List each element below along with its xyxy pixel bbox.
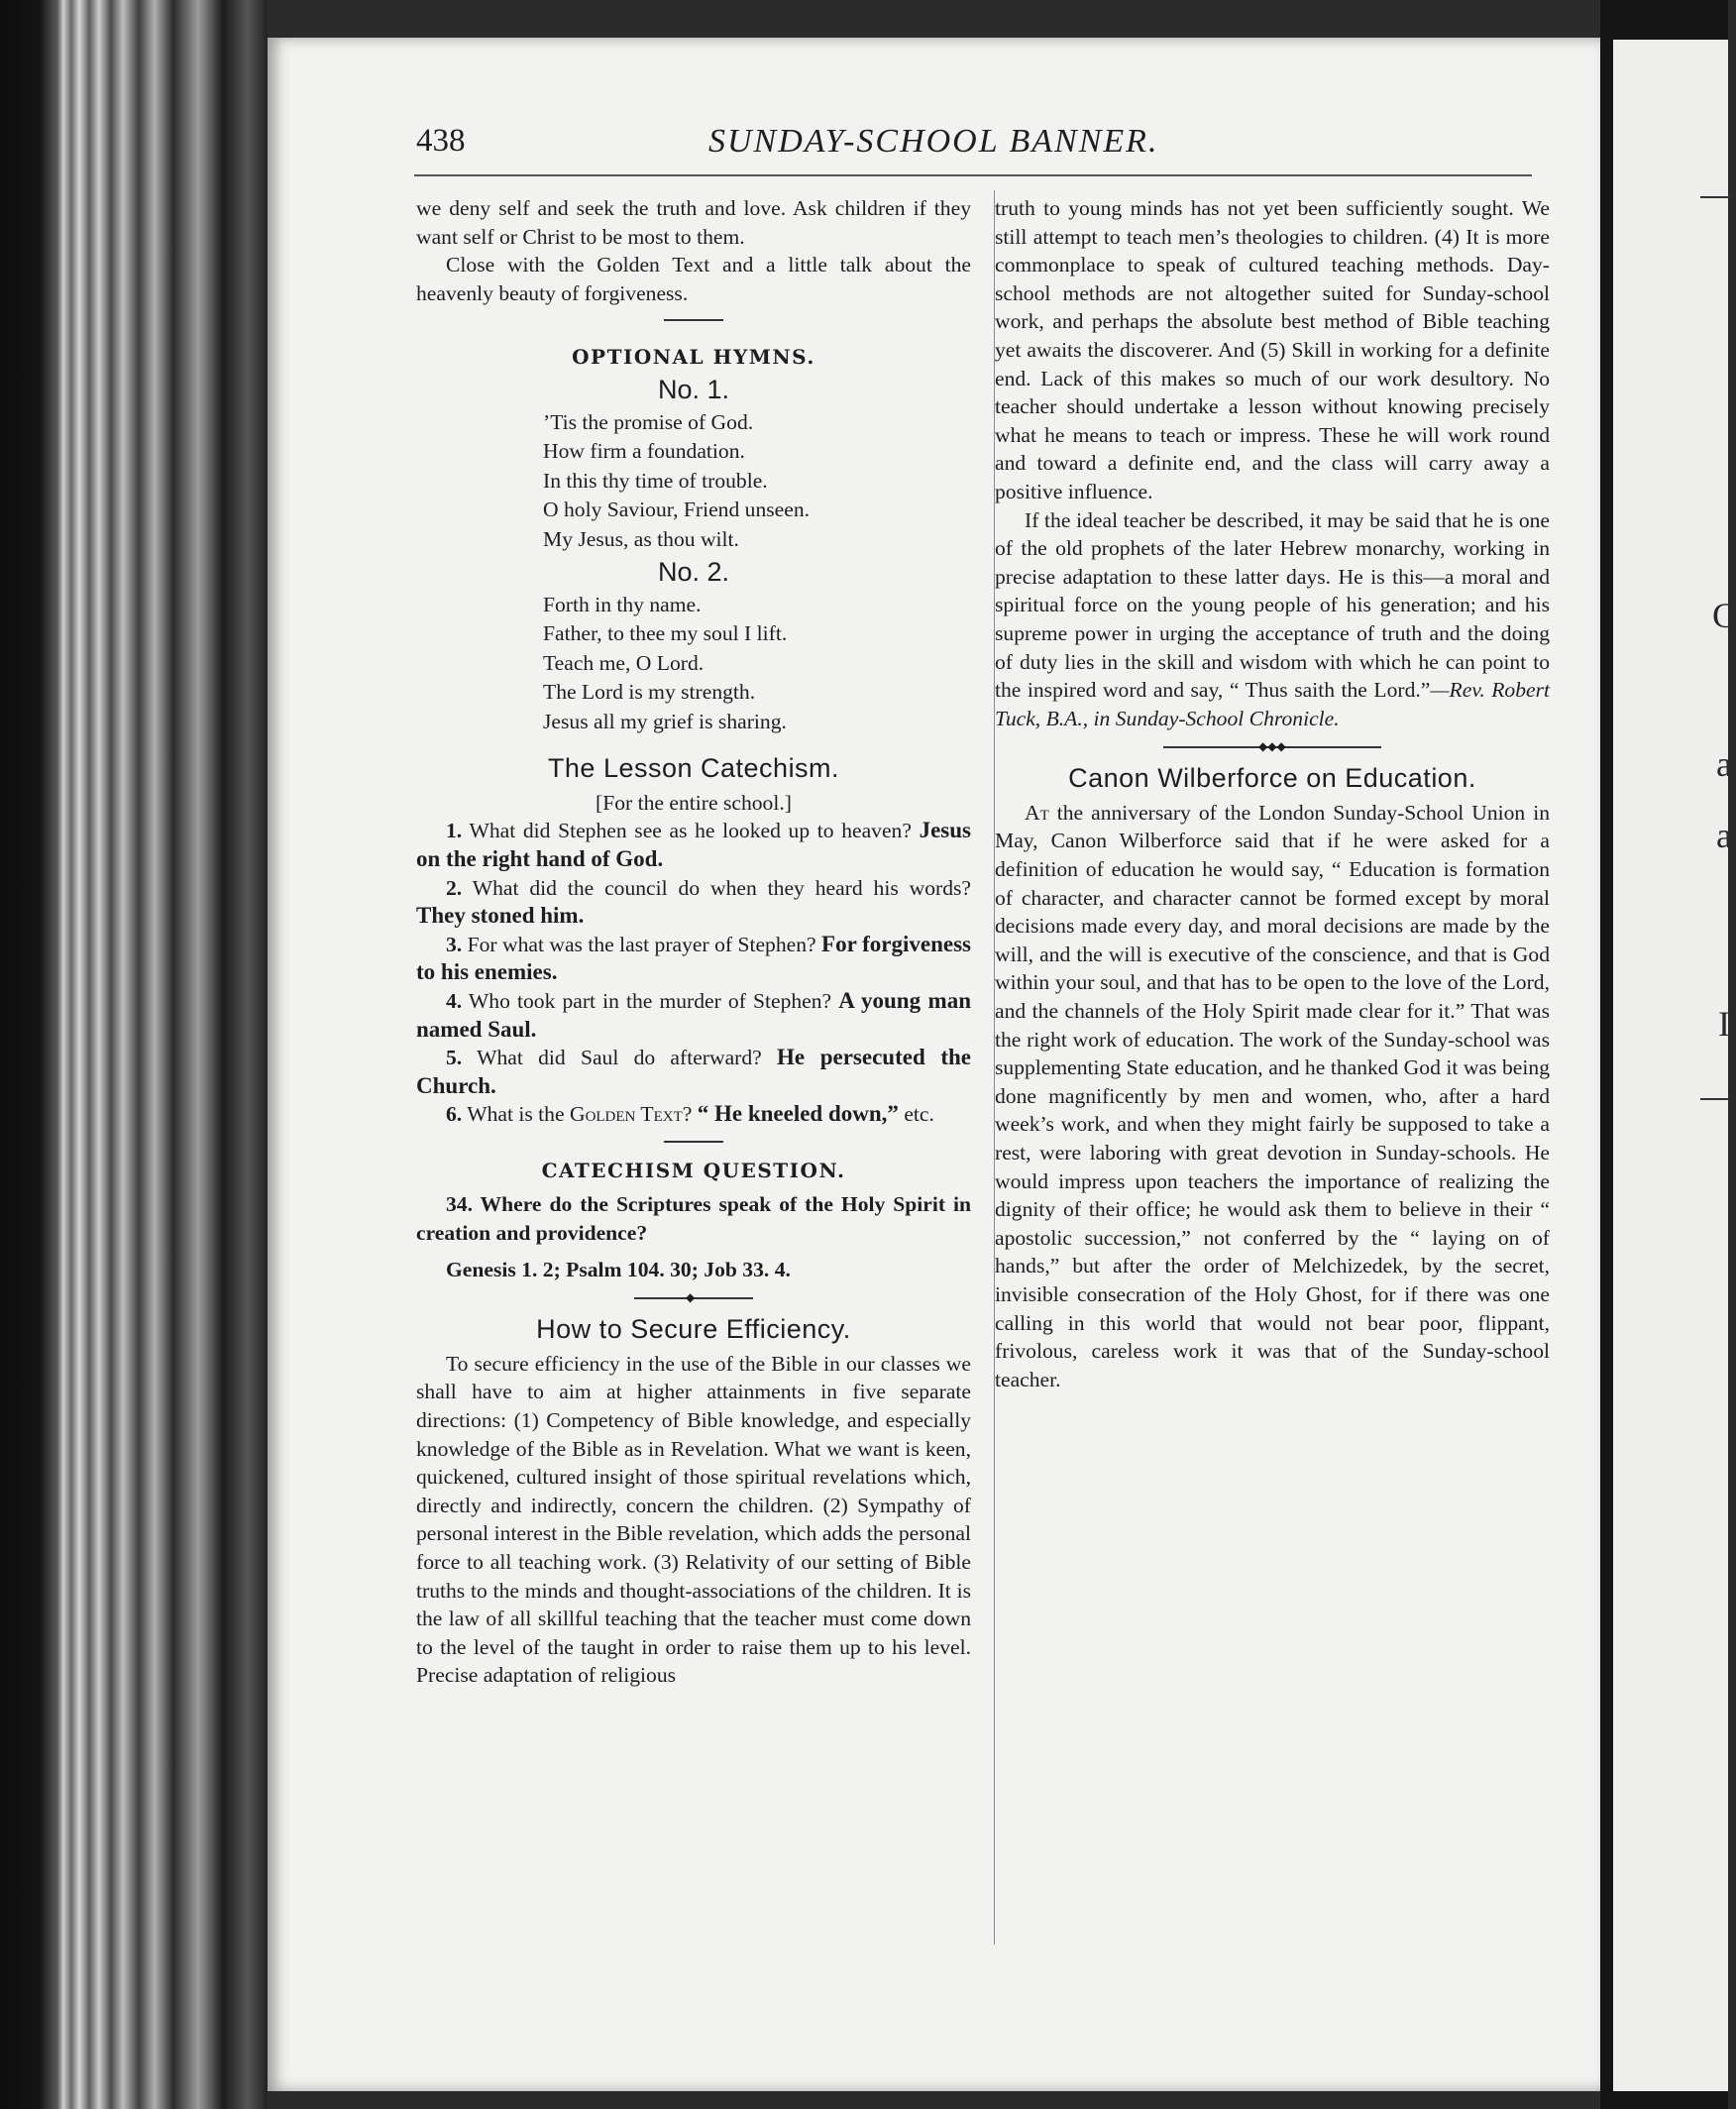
dropcap-word: At bbox=[1025, 800, 1049, 825]
facing-page-char: a bbox=[1716, 744, 1732, 784]
answer: A young man named Saul. bbox=[416, 987, 971, 1042]
answer: For forgiveness to his enemies. bbox=[416, 931, 971, 985]
item-number: 4. bbox=[446, 988, 463, 1013]
question: What is the bbox=[467, 1102, 565, 1127]
answer: Jesus on the right hand of God. bbox=[416, 818, 971, 871]
attribution: —Rev. Robert Tuck, B.A., in Sunday-School Chronicle. bbox=[995, 678, 1550, 730]
item-number: 1. bbox=[446, 819, 463, 843]
question: What did the council do when they heard his words? bbox=[472, 875, 971, 900]
hymn-1-label: No. 1. bbox=[657, 374, 730, 404]
right-column bbox=[995, 194, 1550, 1393]
hymn-line: The Lord is my strength. bbox=[543, 680, 756, 705]
section-rule bbox=[664, 319, 723, 321]
question: What did Stephen see as he looked up to heaven? bbox=[469, 819, 912, 843]
header-rule bbox=[414, 174, 1532, 176]
answer: “ He kneeled down,” bbox=[697, 1101, 899, 1127]
closing-paragraph: Close with the Golden Text and a little talk about the heavenly beauty of forgiveness. bbox=[416, 253, 971, 305]
intro-paragraph: we deny self and seek the truth and love. Ask children if they want self or Christ to be most to them. bbox=[416, 196, 971, 249]
hymn-line: My Jesus, as thou wilt. bbox=[543, 526, 739, 551]
hymn-line: How firm a foundation. bbox=[543, 439, 745, 464]
hymn-line: ’Tis the promise of God. bbox=[543, 409, 754, 434]
catechism-heading: The Lesson Catechism. bbox=[547, 753, 840, 784]
catechism-item bbox=[416, 874, 971, 931]
question: Who took part in the murder of Stephen? bbox=[468, 988, 832, 1013]
continued-paragraph: truth to young minds has not yet been sufficiently sought. We still attempt to teach men’s theologies to children. (4) It is more commonplace to speak of cultured teaching methods. Day-school methods are not altogether suited for Sunday-school work, and perhaps the absolute best method of Bible teaching yet awaits the discoverer. And (5) Skill in working for a definite end. Lack of this makes so much of our work desultory. No teacher should undertake a lesson without knowing precisely what he means to teach or impress. These he will work round and toward a definite end, and the class will carry away a positive influence. bbox=[995, 196, 1550, 503]
catechism-item bbox=[416, 1044, 971, 1100]
running-head bbox=[416, 123, 1531, 182]
facing-page-rule bbox=[1700, 1098, 1730, 1100]
hymn-line: Forth in thy name. bbox=[543, 592, 702, 616]
catechism-item bbox=[416, 1100, 971, 1129]
ideal-teacher-text: If the ideal teacher be described, it may be said that he is one of the old prophets of the later Hebrew monarchy, working in precise adaptation to these latter days. He is this—a moral and spiritual force on the young people of his generation; and his supreme power in urging the acceptance of truth and the doing of duty lies in the skill and wisdom with which he can point to the inspired word and say, “ Thus saith the Lord.” bbox=[995, 507, 1550, 703]
facing-page-rule bbox=[1700, 196, 1730, 198]
answer: He persecuted the Church. bbox=[416, 1045, 971, 1098]
journal-title: SUNDAY-SCHOOL BANNER. bbox=[708, 123, 1159, 160]
efficiency-heading: How to Secure Efficiency. bbox=[536, 1314, 851, 1345]
catechism-item bbox=[416, 987, 971, 1044]
page-number: 438 bbox=[416, 123, 466, 159]
scripture-references: Genesis 1. 2; Psalm 104. 30; Job 33. 4. bbox=[446, 1257, 791, 1281]
wilberforce-heading: Canon Wilberforce on Education. bbox=[1068, 763, 1476, 794]
hymn-line: Father, to thee my soul I lift. bbox=[543, 621, 788, 646]
ideal-teacher-paragraph bbox=[995, 506, 1550, 733]
catechism-question-heading: CATECHISM QUESTION. bbox=[541, 1158, 846, 1182]
item-number: 5. bbox=[446, 1046, 463, 1070]
facing-page-char: C bbox=[1712, 596, 1736, 635]
wilberforce-paragraph bbox=[995, 799, 1550, 1393]
facing-page-char: a bbox=[1716, 816, 1732, 855]
book-page-edges bbox=[0, 0, 268, 2109]
efficiency-paragraph: To secure efficiency in the use of the Bible in our classes we shall have to aim at higher attainments in five separate directions: (1) Competency of Bible knowledge, and especially knowledge of the Bible as in Revelation. What we want is keen, quickened, cultured insight of those spiritual revelations which, directly and indirectly, concern the children. (2) Sympathy of personal interest in the Bible revelation, which adds the personal force to all teaching work. (3) Relativity of our setting of Bible truths to the minds and thought-associations of the children. It is the law of all skillful teaching that the teacher must come down to the level of the taught in order to raise them up to his level. Precise adaptation of religious bbox=[416, 1351, 971, 1688]
item-number: 3. bbox=[446, 932, 463, 956]
catechism-item bbox=[416, 931, 971, 987]
question: For what was the last prayer of Stephen? bbox=[467, 932, 816, 956]
hymn-2-label: No. 2. bbox=[657, 557, 730, 588]
section-ornament-rule: ◆ bbox=[634, 1297, 753, 1299]
wilberforce-text: the anniversary of the London Sunday-School Union in May, Canon Wilberforce said that if he were asked for a definition of education he would say, “ Education is formation of character, and character cannot be formed except by moral decisions made every day, and moral decisions are made by the will, and the will is executive of the conscience, and that is God within your soul, and that has to be open to the love of the Lord, and the channels of the Holy Spirit made clear for it.” That was the right work of education. The work of the Sunday-school was supplementing State education, and he thanked God it was being done magnificently by men and women, who, after a hard week’s work, and when they might fairly be supposed to take a rest, were laboring with great devotion in Sunday-schools. He would impress upon teachers the importance of realizing the dignity of their office; he would ask them to believe in their “ apostolic succession,” not conferred by the “ laying on of hands,” but after the order of Melchizedek, by the secret, invisible consecration of the Holy Ghost, for if there was one calling in this world that would not bear poor, flippant, frivolous, careless work it was that of the Sunday-school teacher. bbox=[995, 800, 1550, 1391]
question-golden-text: Golden Text? bbox=[569, 1102, 693, 1127]
facing-page-char: I bbox=[1718, 1004, 1730, 1044]
section-rule bbox=[664, 1141, 723, 1143]
catechism-item bbox=[416, 817, 971, 873]
item-number: 2. bbox=[446, 875, 463, 900]
catechism-subheading: [For the entire school.] bbox=[596, 790, 792, 815]
catechism-question: 34. Where do the Scriptures speak of the Holy Spirit in creation and providence? bbox=[416, 1192, 971, 1246]
answer: They stoned him. bbox=[416, 903, 585, 929]
hymns-heading: OPTIONAL HYMNS. bbox=[572, 345, 815, 370]
facing-page bbox=[1613, 40, 1728, 2091]
item-number: 6. bbox=[446, 1102, 463, 1127]
left-column bbox=[416, 194, 971, 1690]
question: What did Saul do afterward? bbox=[477, 1046, 762, 1070]
hymn-1-list bbox=[416, 408, 971, 555]
section-ornament-rule: ◆◆◆ bbox=[1163, 746, 1381, 748]
hymn-2-list bbox=[416, 591, 971, 737]
answer-tail: etc. bbox=[904, 1102, 934, 1127]
hymn-line: In this thy time of trouble. bbox=[543, 468, 768, 493]
hymn-line: Jesus all my grief is sharing. bbox=[543, 709, 787, 733]
hymn-line: O holy Saviour, Friend unseen. bbox=[543, 498, 811, 522]
hymn-line: Teach me, O Lord. bbox=[543, 650, 705, 675]
